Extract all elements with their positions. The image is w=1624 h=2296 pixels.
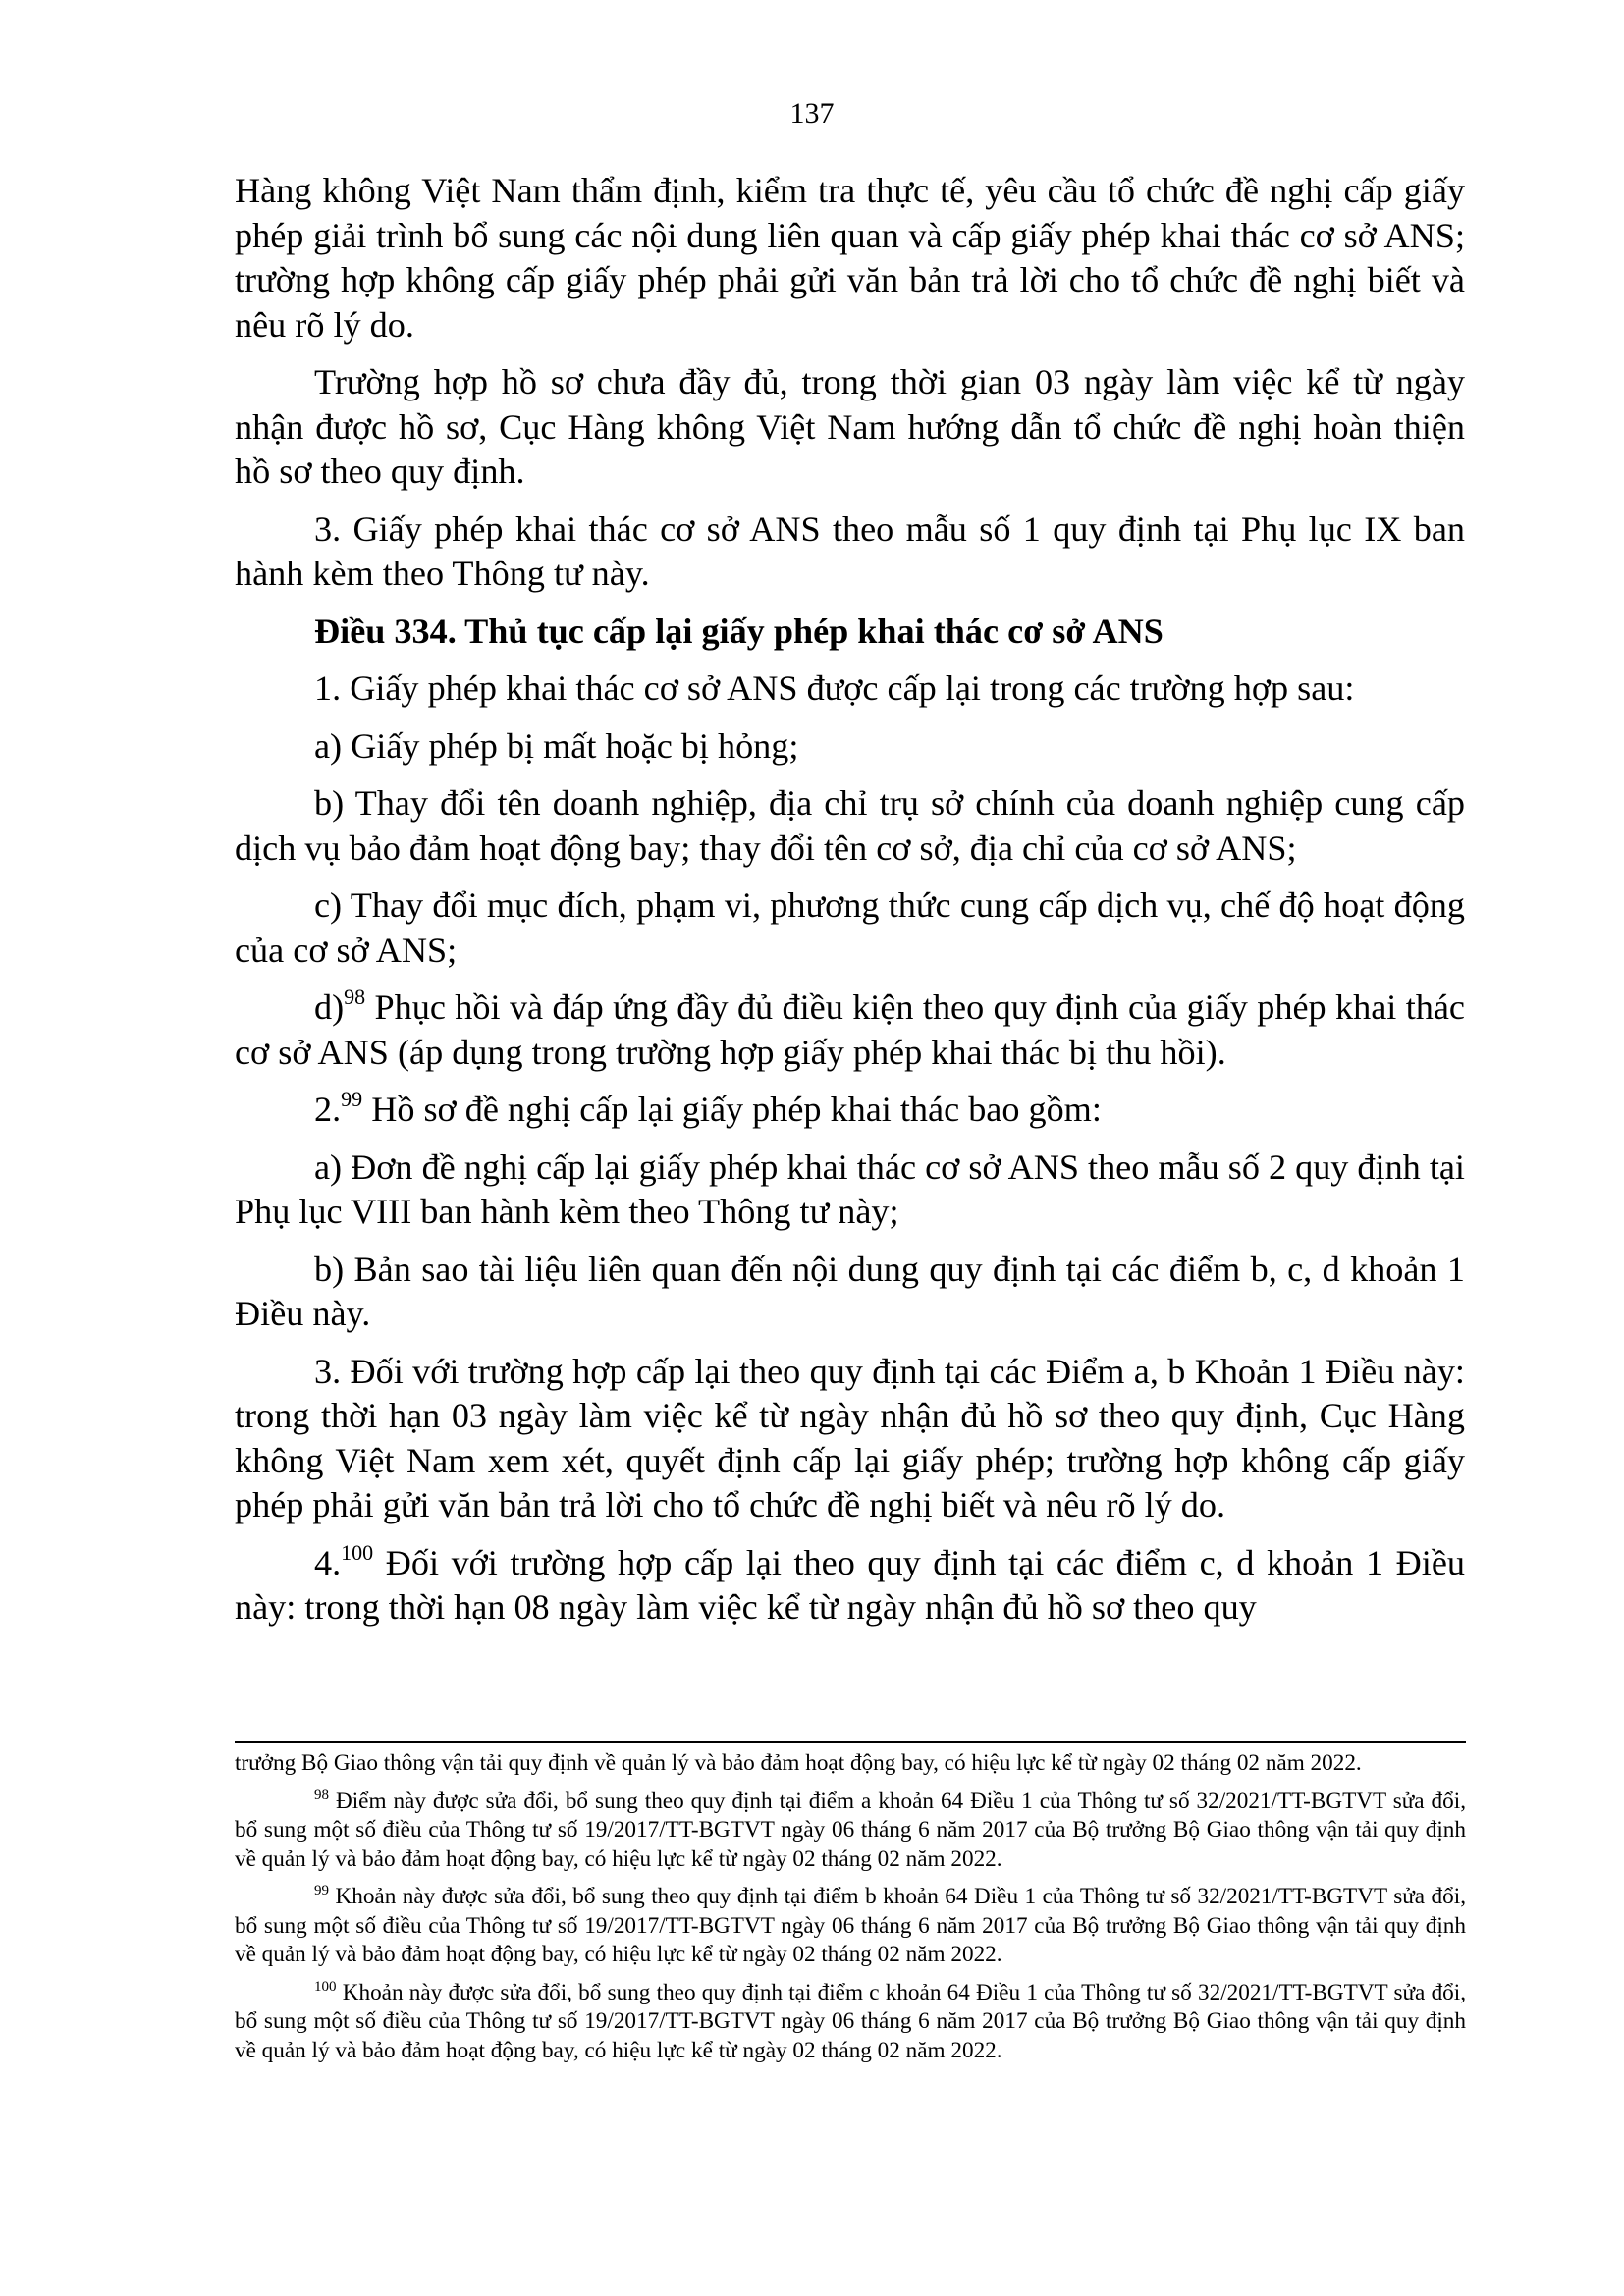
- footnote-continuation: trưởng Bộ Giao thông vận tải quy định về quản lý và bảo đảm hoạt động bay, có hiệu lực kể từ ngày 02 tháng 02 năm 2022.: [235, 1750, 1362, 1776]
- clause-1a: a) Giấy phép bị mất hoặc bị hỏng;: [314, 725, 799, 766]
- footnote-separator: [235, 1741, 1466, 1743]
- paragraph-incomplete-dossier: Trường hợp hồ sơ chưa đầy đủ, trong thời gian 03 ngày làm việc kể từ ngày nhận được hồ sơ, Cục Hàng không Việt Nam hướng dẫn tổ chức đề nghị hoàn thiện hồ sơ theo quy định.: [235, 362, 1465, 491]
- footnote-ref-98: 98: [344, 985, 366, 1009]
- main-body: [235, 169, 1465, 1643]
- footnotes: [235, 1749, 1466, 2074]
- footnote-number: 100: [314, 1978, 337, 1995]
- footnote-ref-100: 100: [341, 1539, 374, 1565]
- paragraph-continuation: Hàng không Việt Nam thẩm định, kiểm tra thực tế, yêu cầu tổ chức đề nghị cấp giấy phép giải trình bổ sung các nội dung liên quan và cấp giấy phép khai thác cơ sở ANS; trường hợp không cấp giấy phép phải gửi văn bản trả lời cho tổ chức đề nghị biết và nêu rõ lý do.: [235, 171, 1465, 345]
- clause-1c: c) Thay đổi mục đích, phạm vi, phương thức cung cấp dịch vụ, chế độ hoạt động của cơ sở ANS;: [235, 885, 1465, 970]
- footnote-text: Khoản này được sửa đổi, bổ sung theo quy định tại điểm b khoản 64 Điều 1 của Thông tư số 32/2021/TT-BGTVT sửa đổi, bổ sung một số điều của Thông tư số 19/2017/TT-BGTVT ngày 06 tháng 6 năm 2017 của Bộ trưởng Bộ Giao thông vận tải quy định về quản lý và bảo đảm hoạt động bay, có hiệu lực kể từ ngày 02 tháng 02 năm 2022.: [235, 1884, 1466, 1967]
- clause-1: 1. Giấy phép khai thác cơ sở ANS được cấp lại trong các trường hợp sau:: [314, 668, 1355, 708]
- clause-4: [235, 1541, 1465, 1630]
- clause-1d-text: Phục hồi và đáp ứng đầy đủ điều kiện theo quy định của giấy phép khai thác cơ sở ANS (áp dụng trong trường hợp giấy phép khai thác bị thu hồi).: [235, 988, 1465, 1072]
- clause-4-prefix: 4.: [314, 1542, 342, 1582]
- footnote-number: 98: [314, 1787, 329, 1803]
- page-number: 137: [789, 97, 835, 130]
- footnote-100: [235, 1979, 1466, 2066]
- footnote-number: 99: [314, 1883, 329, 1898]
- article-334-heading: Điều 334. Thủ tục cấp lại giấy phép khai thác cơ sở ANS: [314, 611, 1164, 651]
- clause-2: [235, 1088, 1465, 1133]
- paragraph-license-form: 3. Giấy phép khai thác cơ sở ANS theo mẫu số 1 quy định tại Phụ lục IX ban hành kèm theo Thông tư này.: [235, 508, 1465, 593]
- clause-2b: b) Bản sao tài liệu liên quan đến nội dung quy định tại các điểm b, c, d khoản 1 Điều này.: [235, 1249, 1465, 1333]
- clause-1d: [235, 986, 1465, 1075]
- footnote-98: [235, 1788, 1466, 1875]
- clause-3: 3. Đối với trường hợp cấp lại theo quy định tại các Điểm a, b Khoản 1 Điều này: trong thời hạn 03 ngày làm việc kể từ ngày nhận đủ hồ sơ theo quy định, Cục Hàng không Việt Nam xem xét, quyết định cấp lại giấy phép; trường hợp không cấp giấy phép phải gửi văn bản trả lời cho tổ chức đề nghị biết và nêu rõ lý do.: [235, 1351, 1465, 1524]
- clause-2-text: Hồ sơ đề nghị cấp lại giấy phép khai thác bao gồm:: [362, 1090, 1102, 1129]
- clause-2-prefix: 2.: [314, 1090, 342, 1129]
- clause-4-text: Đối với trường hợp cấp lại theo quy định tại các điểm c, d khoản 1 Điều này: trong thời hạn 08 ngày làm việc kể từ ngày nhận đủ hồ sơ theo quy: [235, 1542, 1465, 1627]
- footnote-text: Khoản này được sửa đổi, bổ sung theo quy định tại điểm c khoản 64 Điều 1 của Thông tư số 32/2021/TT-BGTVT sửa đổi, bổ sung một số điều của Thông tư số 19/2017/TT-BGTVT ngày 06 tháng 6 năm 2017 của Bộ trưởng Bộ Giao thông vận tải quy định về quản lý và bảo đảm hoạt động bay, có hiệu lực kể từ ngày 02 tháng 02 năm 2022.: [235, 1979, 1466, 2063]
- clause-2a: a) Đơn đề nghị cấp lại giấy phép khai thác cơ sở ANS theo mẫu số 2 quy định tại Phụ lục VIII ban hành kèm theo Thông tư này;: [235, 1147, 1465, 1231]
- footnote-text: Điểm này được sửa đổi, bổ sung theo quy định tại điểm a khoản 64 Điều 1 của Thông tư số 32/2021/TT-BGTVT sửa đổi, bổ sung một số điều của Thông tư số 19/2017/TT-BGTVT ngày 06 tháng 6 năm 2017 của Bộ trưởng Bộ Giao thông vận tải quy định về quản lý và bảo đảm hoạt động bay, có hiệu lực kể từ ngày 02 tháng 02 năm 2022.: [235, 1788, 1466, 1872]
- clause-1d-prefix: d): [314, 988, 345, 1027]
- footnote-ref-99: 99: [341, 1087, 363, 1111]
- clause-1b: b) Thay đổi tên doanh nghiệp, địa chỉ trụ sở chính của doanh nghiệp cung cấp dịch vụ bảo đảm hoạt động bay; thay đổi tên cơ sở, địa chỉ của cơ sở ANS;: [235, 783, 1465, 868]
- footnote-99: [235, 1883, 1466, 1970]
